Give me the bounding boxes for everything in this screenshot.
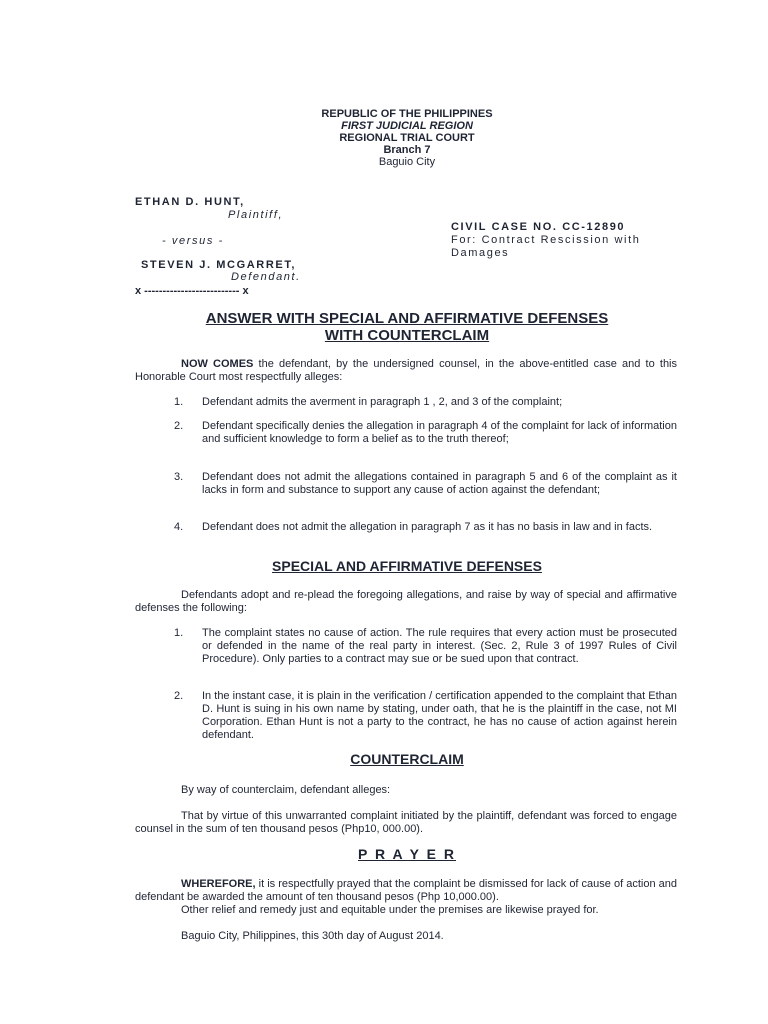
pleading-title-line2: WITH COUNTERCLAIM: [324, 327, 490, 344]
prayer-lead: WHEREFORE,: [181, 878, 256, 890]
allegation-number: 4.: [174, 521, 184, 533]
defense-number: 2.: [174, 690, 184, 702]
plaintiff-name: ETHAN D. HUNT,: [135, 196, 245, 208]
allegation-item: [174, 420, 677, 446]
counterclaim-intro: [135, 784, 677, 797]
court-name: REGIONAL TRIAL COURT: [339, 132, 475, 144]
counterclaim-body-text: That by virtue of this unwarranted complaint initiated by the plaintiff, defendant was forced to engage counsel in the sum of ten thousand pesos (Php10, 000.00).: [135, 810, 677, 835]
intro-text: the defendant, by the undersigned counsel, in the above-entitled case and to this Honorable Court most respectfully alleges:: [135, 358, 678, 383]
defendant-name: STEVEN J. MCGARRET,: [141, 259, 297, 271]
counterclaim-intro-text: By way of counterclaim, defendant alleges:: [181, 784, 391, 796]
allegation-number: 1.: [174, 396, 184, 408]
defense-number: 1.: [174, 627, 184, 639]
versus-label: - versus -: [162, 235, 224, 247]
defense-text: The complaint states no cause of action. The rule requires that every action must be prosecuted or defended in the name of the real party in interest. (Sec. 2, Rule 3 of 1997 Rules of Civil Procedure). Only parties to a contract may sue or be sued upon that contract.: [202, 627, 677, 665]
prayer-other-relief: Other relief and remedy just and equitable under the premises are likewise prayed for.: [181, 904, 599, 916]
signoff-paragraph: [135, 930, 677, 943]
case-subject-line1: For: Contract Rescission with: [451, 234, 641, 246]
allegation-text: Defendant does not admit the allegations contained in paragraph 5 and 6 of the complaint as it lacks in form and substance to support any cause of action against the defendant;: [202, 471, 677, 496]
defendant-role: Defendant.: [231, 271, 301, 283]
allegation-item: [174, 471, 677, 497]
allegation-number: 3.: [174, 471, 184, 483]
defense-item: [174, 690, 677, 742]
allegation-item: [174, 521, 677, 534]
defense-text: In the instant case, it is plain in the verification / certification appended to the complaint that Ethan D. Hunt is suing in his own name by stating, under oath, that he is the plaintiff in the case, not MI Corporation. Ethan Hunt is not a party to the contract, he has no cause of action against herein defendant.: [202, 690, 677, 741]
court-republic: REPUBLIC OF THE PHILIPPINES: [321, 108, 493, 120]
allegation-text: Defendant admits the averment in paragraph 1 , 2, and 3 of the complaint;: [202, 396, 563, 408]
counterclaim-heading: COUNTERCLAIM: [350, 751, 464, 767]
allegation-text: Defendant does not admit the allegation in paragraph 7 as it has no basis in law and in facts.: [202, 521, 653, 533]
allegation-text: Defendant specifically denies the allegation in paragraph 4 of the complaint for lack of information and sufficient knowledge to form a belief as to the truth thereof;: [202, 420, 677, 445]
prayer-heading: P R A Y E R: [358, 846, 456, 862]
court-branch: Branch 7: [383, 144, 431, 156]
allegation-item: [174, 396, 677, 409]
defenses-intro: [135, 589, 677, 615]
prayer-paragraph: [135, 878, 677, 917]
allegation-number: 2.: [174, 420, 184, 432]
counterclaim-body: [135, 810, 677, 836]
signoff-text: Baguio City, Philippines, this 30th day of August 2014.: [181, 930, 444, 942]
defense-item: [174, 627, 677, 666]
court-region: FIRST JUDICIAL REGION: [341, 120, 473, 132]
intro-paragraph: [135, 358, 677, 384]
intro-lead: NOW COMES: [181, 358, 254, 370]
caption-separator: x -------------------------- x: [135, 285, 249, 297]
pleading-title-line1: ANSWER WITH SPECIAL AND AFFIRMATIVE DEFENSES: [205, 310, 609, 327]
case-number: CIVIL CASE NO. CC-12890: [451, 221, 626, 233]
defenses-intro-text: Defendants adopt and re-plead the foregoing allegations, and raise by way of special and affirmative defenses the following:: [135, 589, 677, 614]
court-header: [0, 108, 768, 168]
plaintiff-role: Plaintiff,: [228, 209, 284, 221]
court-city: Baguio City: [378, 156, 436, 168]
case-subject-line2: Damages: [451, 247, 510, 259]
defenses-heading: SPECIAL AND AFFIRMATIVE DEFENSES: [272, 558, 542, 574]
prayer-text: it is respectfully prayed that the complaint be dismissed for lack of cause of action and defendant be awarded the amount of ten thousand pesos (Php 10,000.00).: [135, 878, 677, 903]
pleading-title: [150, 310, 664, 344]
